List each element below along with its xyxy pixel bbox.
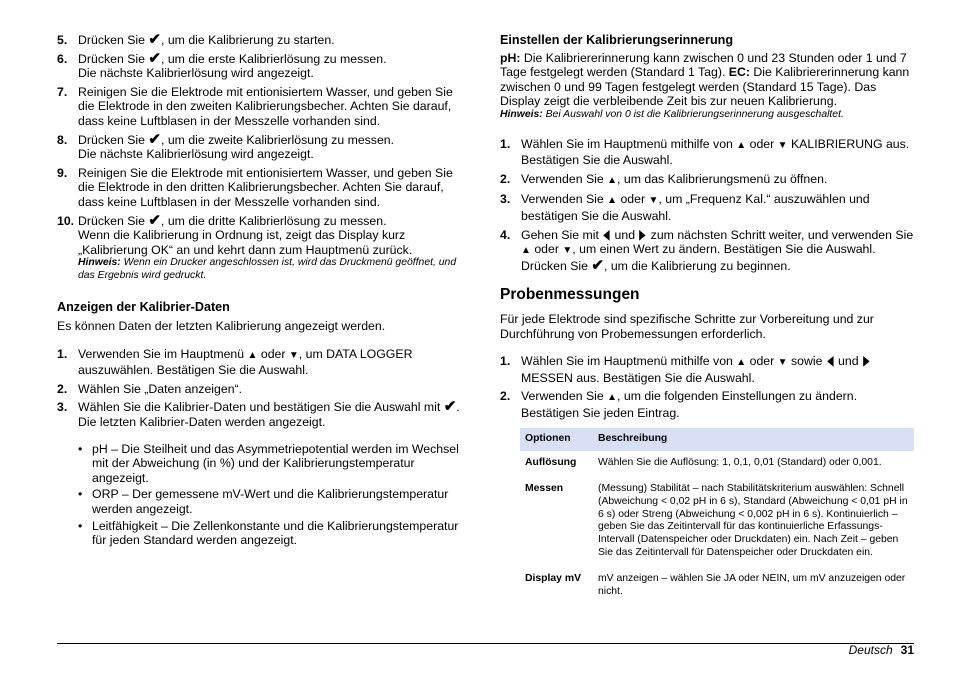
down-triangle-icon: ▼ xyxy=(562,245,573,257)
checkmark-icon: ✔ xyxy=(148,49,161,67)
step-9: 9. Reinigen Sie die Elektrode mit entionisiertem Wasser, und geben Sie die Elektrode in den dritten Kalibrierungsbecher. Achten Sie darauf, dass keine Luftblasen in der Messzelle vorhanden sind. xyxy=(57,165,453,209)
section-heading: Probenmessungen xyxy=(500,286,640,304)
section-heading: Einstellen der Kalibrierungserinnerung xyxy=(500,33,734,47)
up-triangle-icon: ▲ xyxy=(247,349,258,361)
table-row xyxy=(520,566,914,604)
table-header-row xyxy=(520,428,914,451)
up-triangle-icon: ▲ xyxy=(521,245,531,257)
footer xyxy=(849,643,914,658)
page-number: 31 xyxy=(900,643,914,657)
step-number: 3. xyxy=(500,192,511,207)
list-item: • pH – Die Steilheit und das Asymmetriepotential werden im Wechsel mit der Abweichung (in %) und der Kalibrierungstemperatur angezeigt. xyxy=(78,442,470,486)
table-cell: Messen xyxy=(520,477,593,567)
section-heading: Anzeigen der Kalibrier-Daten xyxy=(57,299,230,314)
bullet-list xyxy=(78,442,470,548)
note: Hinweis: Wenn ein Drucker angeschlossen ist, wird das Druckmenü geöffnet, und das Ergebnis wird gedruckt. xyxy=(78,257,457,281)
checkmark-icon: ✔ xyxy=(443,398,457,416)
list-item: • ORP – Der gemessene mV-Wert und die Kalibrierungstemperatur werden angezeigt. xyxy=(78,487,470,516)
down-triangle-icon: ▼ xyxy=(288,349,299,361)
step-number: 2. xyxy=(500,389,511,404)
table-row xyxy=(520,477,914,567)
up-triangle-icon: ▲ xyxy=(607,392,618,404)
step-number: 5. xyxy=(57,33,68,47)
footer-rule xyxy=(57,643,914,644)
step-number: 10. xyxy=(57,213,75,228)
right-arrow-icon: ▶ xyxy=(639,225,647,242)
data-step-2: 2. Wählen Sie „Daten anzeigen“. xyxy=(57,381,243,396)
left-arrow-icon: ◀ xyxy=(603,225,610,242)
intro-paragraph: Für jede Elektrode sind spezifische Schritte zur Vorbereitung und zur Durchführung von Probemessungen erforderlich. xyxy=(500,311,874,341)
reminder-step-1: 1. Wählen Sie im Hauptmenü mithilfe von ▲ oder ▼ KALIBRIERUNG aus. Bestätigen Sie die Auswahl. xyxy=(500,136,910,168)
list-item: • Leitfähigkeit – Die Zellenkonstante und die Kalibrierungstemperatur für jeden Standard werden angezeigt. xyxy=(78,519,470,548)
step-number: 6. xyxy=(57,51,68,66)
checkmark-icon: ✔ xyxy=(148,31,161,48)
step-number: 3. xyxy=(57,400,68,415)
table-cell: (Messung) Stabilität – nach Stabilitätskriterium auswählen: Schnell (Abweichung < 0,02 pH in 6 s), Standard (Abweichung < 0,01 pH in 6 s) oder Streng (Abweichung < 0,002 pH in 6 s). Kontinuierlich – geben Sie das Zeitintervall für das kontinuierliche Erfassungs- Intervall (Datenspeicher oder Druckdaten) ein. Nach Zeit – geben Sie das Zeitintervall für Datenspeicher oder Druckdaten ein. xyxy=(593,477,914,567)
step-10: 10. Drücken Sie ✔, um die dritte Kalibrierlösung zu messen. Wenn die Kalibrierung in Ordnung ist, zeigt das Display kurz „Kalibrierung OK“ an und kehrt dann zum Hauptmenü zurück. Hinweis: Wenn ein Drucker angeschlossen ist, wird das Druckmenü geöffnet, und das Ergebnis wird gedruckt. xyxy=(57,214,470,283)
table-cell: Wählen Sie die Auflösung: 1, 0,1, 0,01 (Standard) oder 0,001. xyxy=(598,457,882,469)
measure-step-2: 2. Verwenden Sie ▲, um die folgenden Einstellungen zu ändern. Bestätigen Sie jeden Eintrag. xyxy=(500,389,858,420)
right-arrow-icon: ▶ xyxy=(863,352,870,369)
up-triangle-icon: ▲ xyxy=(736,139,747,151)
step-8: 8. Drücken Sie ✔, um die zweite Kalibrierlösung zu messen. Die nächste Kalibrierlösung wird angezeigt. xyxy=(57,130,395,162)
step-5: 5. Drücken Sie ✔, um die Kalibrierung zu starten. xyxy=(57,31,335,48)
step-number: 8. xyxy=(57,132,68,147)
checkmark-icon: ✔ xyxy=(148,130,161,148)
reminder-step-4: 4. Gehen Sie mit ◀ und ▶ zum nächsten Schritt weiter, und verwenden Sie ▲ oder ▼, um einen Wert zu ändern. Bestätigen Sie die Auswahl. Drücken Sie ✔, um die Kalibrierung zu beginnen. xyxy=(500,225,914,274)
table-cell: Auflösung xyxy=(525,457,577,469)
intro-paragraph: Es können Daten der letzten Kalibrierung angezeigt werden. xyxy=(57,319,386,334)
reminder-step-2: 2. Verwenden Sie ▲, um das Kalibrierungsmenü zu öffnen. xyxy=(500,172,914,189)
data-step-3: 3. Wählen Sie die Kalibrier-Daten und bestätigen Sie die Auswahl mit ✔. Die letzten Kalibrier-Daten werden angezeigt. xyxy=(57,398,460,430)
step-number: 1. xyxy=(500,136,511,151)
table-header: Optionen xyxy=(520,428,593,451)
step-number: 4. xyxy=(500,227,511,242)
table-cell: mV anzeigen – wählen Sie JA oder NEIN, um mV anzuzeigen oder nicht. xyxy=(593,566,914,604)
step-number: 2. xyxy=(500,171,511,186)
table-row xyxy=(520,451,914,476)
up-triangle-icon: ▲ xyxy=(607,195,618,207)
checkmark-icon: ✔ xyxy=(591,256,604,274)
left-column xyxy=(57,33,470,548)
reminder-paragraph: pH: Die Kalibriererinnerung kann zwischen 0 und 23 Stunden oder 1 und 7 Tage festgelegt werden (Standard 1 Tag). EC: Die Kalibriererinnerung kann zwischen 0 und 99 Tagen festgelegt werden (Standard 15 Tage). Das Display zeigt die verbleibende Zeit bis zur neuen Kalibrierung. xyxy=(500,50,910,109)
footer-language: Deutsch xyxy=(848,643,893,657)
step-7: 7. Reinigen Sie die Elektrode mit entionisiertem Wasser, und geben Sie die Elektrode in den zweiten Kalibrierungsbecher. Achten Sie darauf, dass keine Luftblasen in der Messzelle vorhanden sind. xyxy=(57,84,453,128)
step-number: 1. xyxy=(500,354,511,369)
measure-step-1: 1. Wählen Sie im Hauptmenü mithilfe von ▲ oder ▼ sowie ◀ und ▶ MESSEN aus. Bestätigen Sie die Auswahl. xyxy=(500,352,870,385)
options-table xyxy=(520,428,914,604)
table-cell: Display mV xyxy=(520,566,593,604)
data-step-1: 1. Verwenden Sie im Hauptmenü ▲ oder ▼, um DATA LOGGER auszuwählen. Bestätigen Sie die Auswahl. xyxy=(57,346,413,378)
note: Hinweis: Bei Auswahl von 0 ist die Kalibrierungserinnerung ausgeschaltet. xyxy=(500,108,844,120)
step-6: 6. Drücken Sie ✔, um die erste Kalibrierlösung zu messen. Die nächste Kalibrierlösung wird angezeigt. xyxy=(57,49,387,81)
down-triangle-icon: ▼ xyxy=(648,195,659,207)
down-triangle-icon: ▼ xyxy=(777,357,788,369)
table-header: Beschreibung xyxy=(593,428,914,451)
step-number: 2. xyxy=(57,381,68,396)
step-number: 7. xyxy=(57,84,68,99)
down-triangle-icon: ▼ xyxy=(777,139,788,151)
step-number: 9. xyxy=(57,165,68,180)
checkmark-icon: ✔ xyxy=(148,211,161,229)
up-triangle-icon: ▲ xyxy=(607,174,618,186)
left-arrow-icon: ◀ xyxy=(827,352,834,369)
step-number: 1. xyxy=(57,346,68,361)
up-triangle-icon: ▲ xyxy=(736,357,747,369)
reminder-step-3: 3. Verwenden Sie ▲ oder ▼, um „Frequenz Kal.“ auszuwählen und bestätigen Sie die Auswahl. xyxy=(500,192,870,223)
right-column xyxy=(500,33,914,604)
